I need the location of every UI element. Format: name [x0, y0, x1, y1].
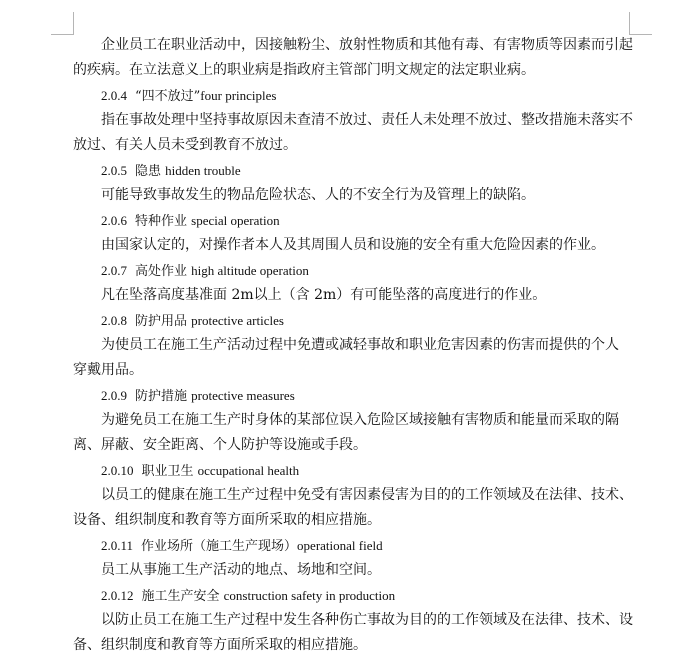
- term-number: 2.0.7: [101, 263, 127, 278]
- term-number: 2.0.4: [101, 88, 127, 103]
- term-definition: [73, 333, 633, 383]
- text-line: 设备、组织制度和教育等方面所采取的相应措施。: [73, 512, 381, 528]
- term-heading: [73, 308, 633, 333]
- term-number: 2.0.10: [101, 463, 134, 478]
- term-english: high altitude operation: [191, 263, 309, 278]
- term-chinese: 隐患: [135, 164, 162, 179]
- text-line: 的疾病。在立法意义上的职业病是指政府主管部门明文规定的法定职业病。: [73, 62, 535, 78]
- term-chinese: 施工生产安全: [141, 589, 220, 604]
- margin-mark-top-left: [51, 12, 74, 35]
- term-definition: [73, 183, 633, 208]
- text-line: 离、屏蔽、安全距离、个人防护等设施或手段。: [73, 437, 367, 453]
- term-heading: [73, 258, 633, 283]
- term-chinese: 防护用品: [135, 314, 188, 329]
- term-heading: [73, 458, 633, 483]
- term-definition: [73, 108, 633, 158]
- term-number: 2.0.6: [101, 213, 127, 228]
- term-number: 2.0.12: [101, 588, 134, 603]
- text-line: 可能导致事故发生的物品危险状态、人的不安全行为及管理上的缺陷。: [101, 187, 535, 203]
- term-english: four principles: [200, 88, 277, 103]
- text-line: 穿戴用品。: [73, 362, 143, 378]
- term-english: operational field: [297, 538, 383, 553]
- term-english: protective articles: [191, 313, 284, 328]
- term-heading: [73, 383, 633, 408]
- margin-mark-top-right: [629, 12, 652, 35]
- term-heading: [73, 208, 633, 233]
- term-heading: [73, 583, 633, 608]
- text-line: 凡在坠落高度基准面 2m以上（含 2m）有可能坠落的高度进行的作业。: [101, 287, 547, 303]
- term-definition: [73, 408, 633, 458]
- text-line: 指在事故处理中坚持事故原因未查清不放过、责任人未处理不放过、整改措施未落实不: [101, 112, 633, 128]
- term-heading: [73, 83, 633, 108]
- term-definition: [73, 608, 633, 658]
- term-chinese: 特种作业: [135, 214, 188, 229]
- term-definition: [73, 558, 633, 583]
- text-line: 以防止员工在施工生产过程中发生各种伤亡事故为目的的工作领域及在法律、技术、设: [101, 612, 633, 628]
- term-definition: [73, 233, 633, 258]
- term-english: occupational health: [197, 463, 300, 478]
- text-line: 企业员工在职业活动中，因接触粉尘、放射性物质和其他有毒、有害物质等因素而引起: [101, 37, 633, 53]
- term-chinese: 高处作业: [135, 264, 188, 279]
- text-line: 备、组织制度和教育等方面所采取的相应措施。: [73, 637, 367, 653]
- text-line: 放过、有关人员未受到教育不放过。: [73, 137, 297, 153]
- text-line: 员工从事施工生产活动的地点、场地和空间。: [101, 562, 381, 578]
- term-definition: [73, 33, 633, 83]
- text-line: 由国家认定的，对操作者本人及其周围人员和设施的安全有重大危险因素的作业。: [101, 237, 605, 253]
- term-chinese: 作业场所（施工生产现场）: [141, 539, 298, 554]
- text-line: 为避免员工在施工生产时身体的某部位误入危险区域接触有害物质和能量而采取的隔: [101, 412, 619, 428]
- term-english: protective measures: [191, 388, 295, 403]
- text-line: 为使员工在施工生产活动过程中免遭或减轻事故和职业危害因素的伤害而提供的个人: [101, 337, 619, 353]
- term-chinese: 职业卫生: [141, 464, 194, 479]
- term-number: 2.0.5: [101, 163, 127, 178]
- term-definition: [73, 283, 633, 308]
- term-number: 2.0.11: [101, 538, 134, 553]
- term-english: hidden trouble: [165, 163, 241, 178]
- document-body: [73, 33, 633, 658]
- term-heading: [73, 533, 633, 558]
- term-number: 2.0.8: [101, 313, 127, 328]
- term-english: special operation: [191, 213, 280, 228]
- term-chinese: 防护措施: [135, 389, 188, 404]
- text-line: 以员工的健康在施工生产过程中免受有害因素侵害为目的的工作领域及在法律、技术、: [101, 487, 633, 503]
- term-heading: [73, 158, 633, 183]
- term-number: 2.0.9: [101, 388, 127, 403]
- term-english: construction safety in production: [223, 588, 396, 603]
- term-definition: [73, 483, 633, 533]
- term-chinese: “四不放过”: [135, 89, 201, 104]
